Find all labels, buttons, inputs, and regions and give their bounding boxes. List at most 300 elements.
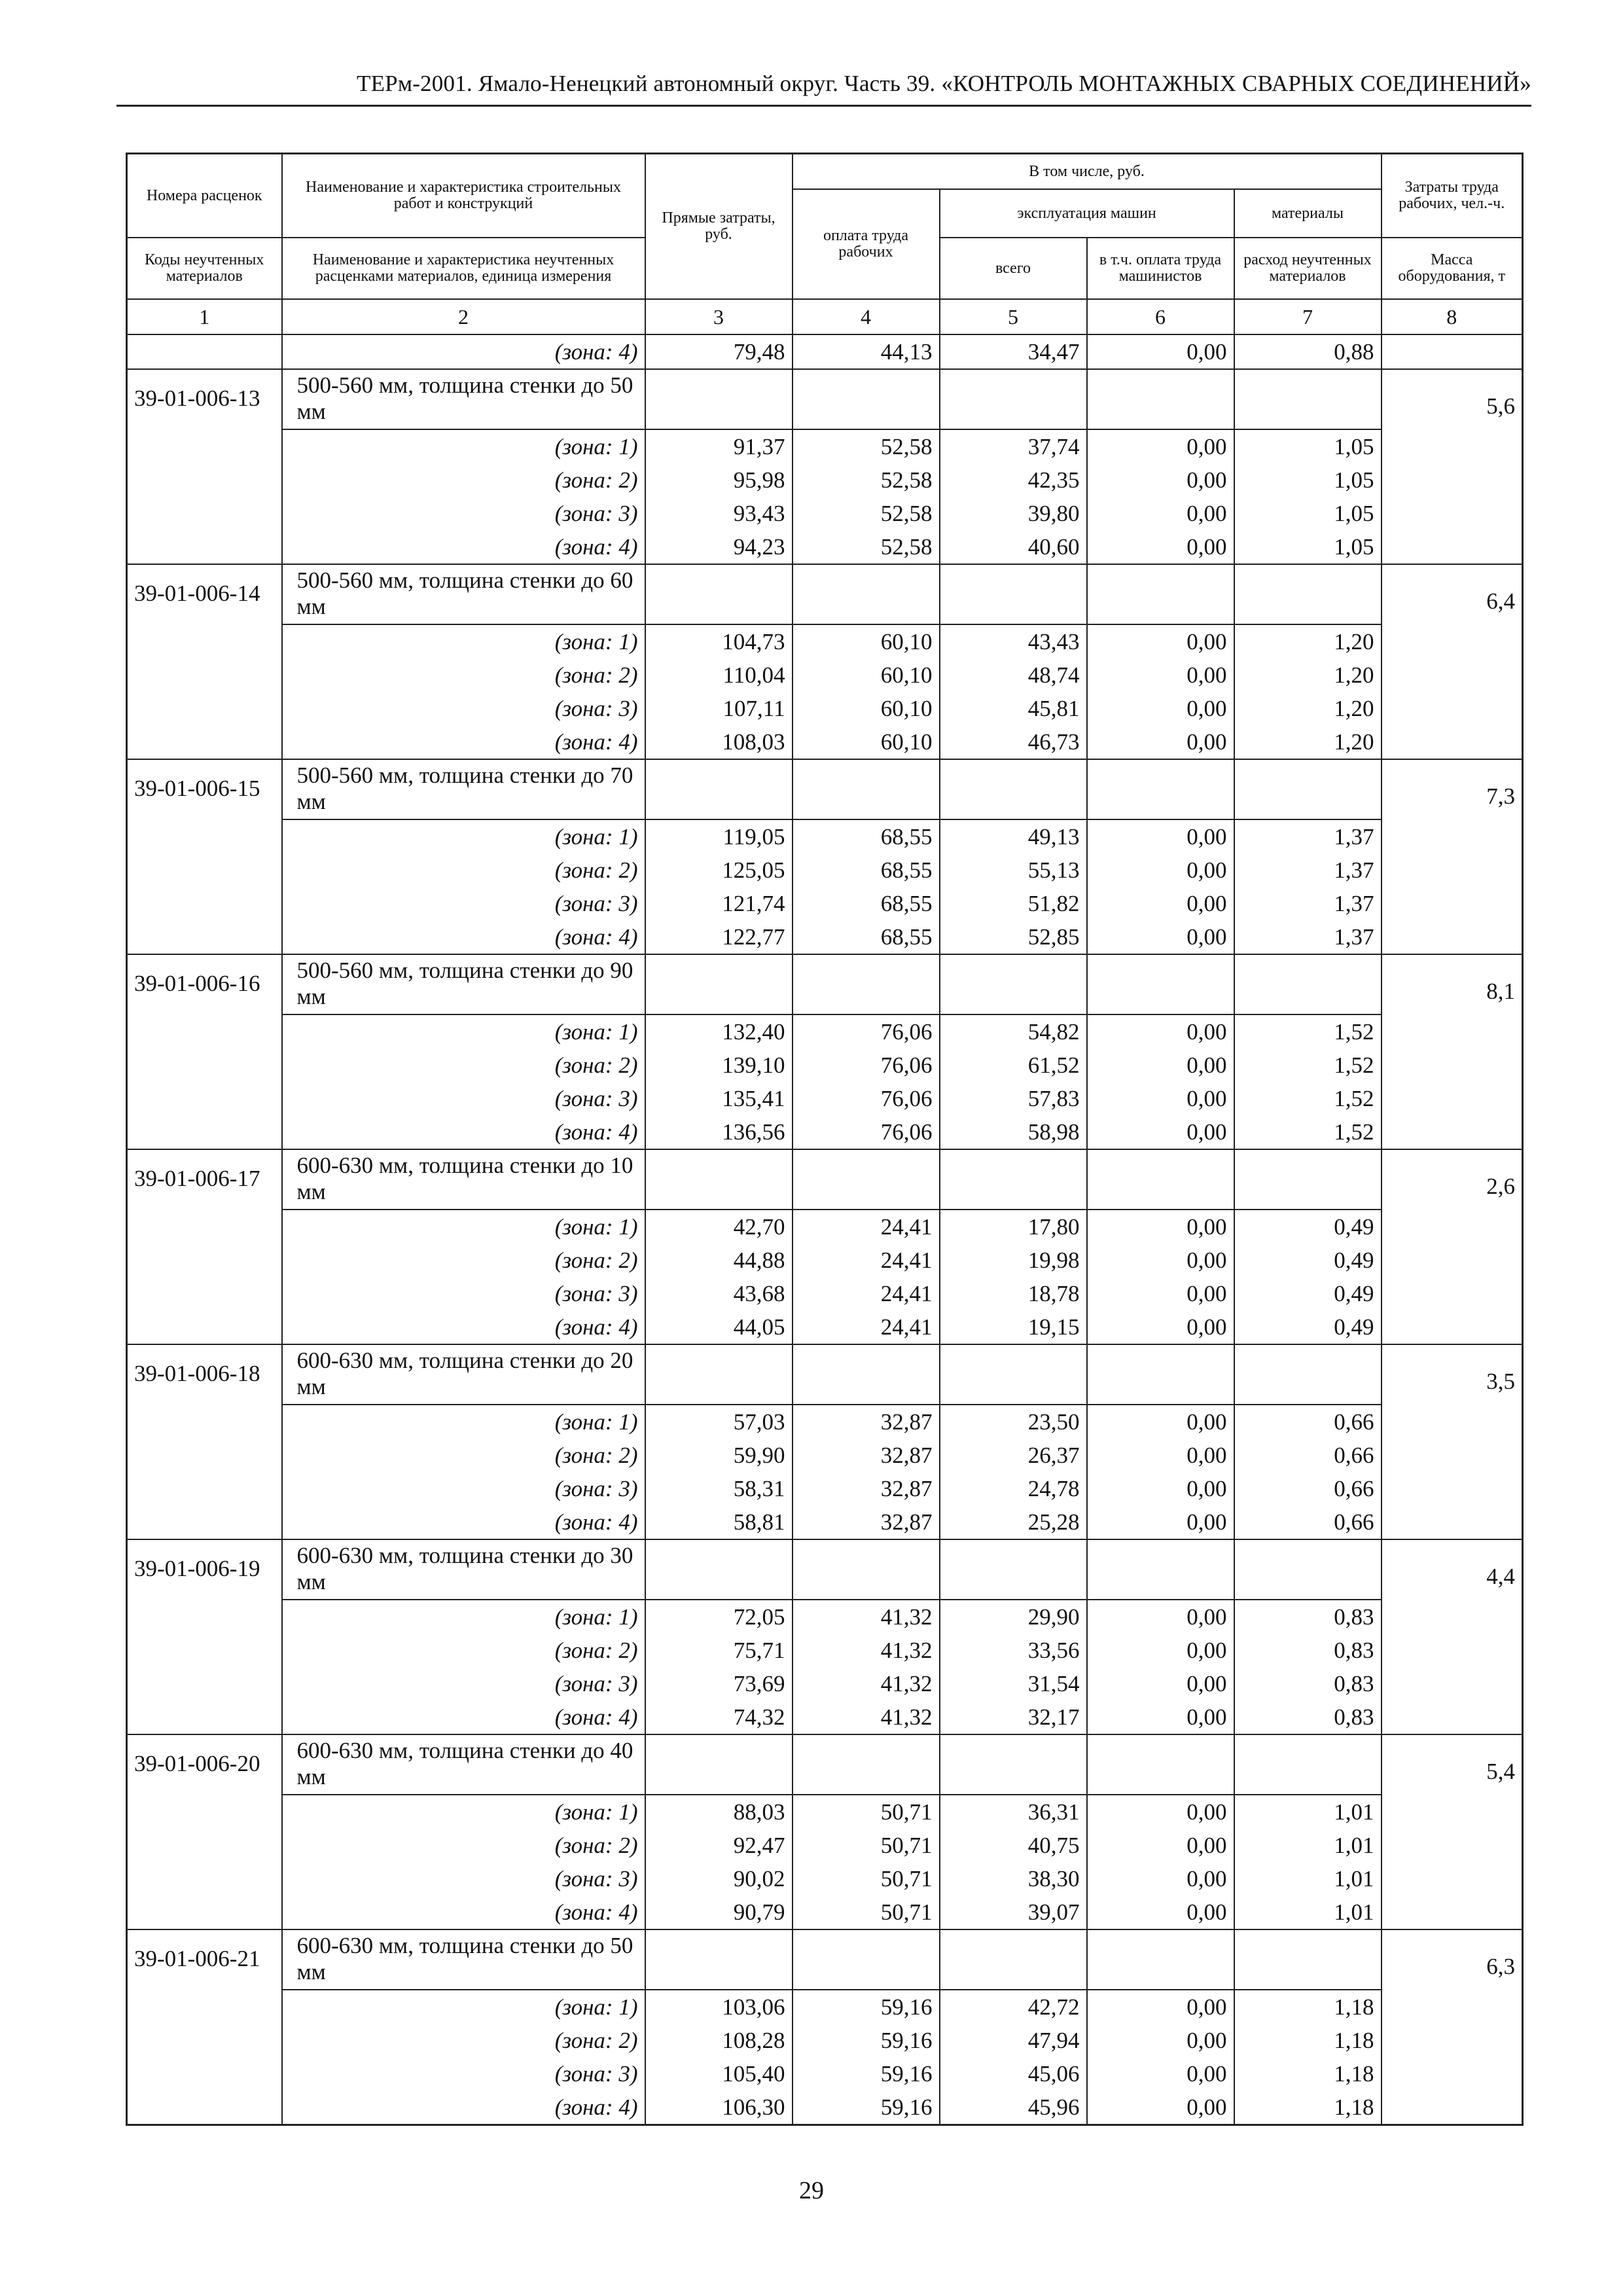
empty-cell — [793, 1149, 940, 1210]
empty-cell — [1234, 1149, 1382, 1210]
empty-cell — [940, 1149, 1087, 1210]
direct-costs-value: 79,48 — [645, 334, 793, 369]
labor-pay-value: 68,55 — [793, 887, 940, 920]
labor-cost-value: 6,3 — [1382, 1929, 1523, 2125]
zone-row — [127, 853, 1523, 887]
zone-label: (зона: 2) — [282, 658, 645, 692]
column-number: 1 — [127, 299, 282, 334]
empty-cell — [940, 954, 1087, 1014]
zone-row — [127, 624, 1523, 658]
empty-cell — [1087, 1929, 1234, 1990]
rate-title: 500-560 мм, толщина стенки до 70 мм — [282, 759, 645, 819]
zone-label: (зона: 2) — [282, 1634, 645, 1667]
machines-total-value: 45,96 — [940, 2090, 1087, 2125]
materials-value: 1,52 — [1234, 1049, 1382, 1082]
machines-total-value: 39,80 — [940, 497, 1087, 530]
machines-operators-value: 0,00 — [1087, 1829, 1234, 1862]
empty-cell — [793, 1344, 940, 1405]
zone-label: (зона: 1) — [282, 1405, 645, 1439]
materials-value: 1,37 — [1234, 887, 1382, 920]
header-machines: эксплуатация машин — [940, 189, 1234, 238]
empty-cell — [1234, 1344, 1382, 1405]
rate-title-row — [127, 564, 1523, 624]
labor-pay-value: 50,71 — [793, 1795, 940, 1829]
machines-total-value: 40,75 — [940, 1829, 1087, 1862]
materials-value: 1,37 — [1234, 853, 1382, 887]
column-number: 5 — [940, 299, 1087, 334]
rate-title-row — [127, 1734, 1523, 1795]
materials-value: 1,37 — [1234, 819, 1382, 853]
zone-row — [127, 1862, 1523, 1895]
direct-costs-value: 136,56 — [645, 1115, 793, 1149]
machines-total-value: 42,72 — [940, 1990, 1087, 2024]
direct-costs-value: 108,28 — [645, 2024, 793, 2057]
labor-pay-value: 68,55 — [793, 853, 940, 887]
direct-costs-value: 92,47 — [645, 1829, 793, 1862]
header-direct-costs: Прямые затраты, руб. — [645, 154, 793, 300]
empty-cell — [1087, 369, 1234, 429]
materials-value: 1,18 — [1234, 1990, 1382, 2024]
direct-costs-value: 58,81 — [645, 1505, 793, 1539]
zone-label: (зона: 4) — [282, 334, 645, 369]
direct-costs-value: 108,03 — [645, 725, 793, 759]
zone-label: (зона: 2) — [282, 1829, 645, 1862]
zone-row — [127, 1244, 1523, 1277]
machines-operators-value: 0,00 — [1087, 2090, 1234, 2125]
machines-operators-value: 0,00 — [1087, 1895, 1234, 1929]
machines-total-value: 42,35 — [940, 463, 1087, 497]
machines-operators-value: 0,00 — [1087, 1277, 1234, 1310]
zone-row — [127, 530, 1523, 564]
machines-operators-value: 0,00 — [1087, 1472, 1234, 1505]
machines-operators-value: 0,00 — [1087, 1210, 1234, 1244]
materials-value: 1,05 — [1234, 463, 1382, 497]
labor-pay-value: 24,41 — [793, 1277, 940, 1310]
machines-operators-value: 0,00 — [1087, 1600, 1234, 1634]
materials-value: 0,49 — [1234, 1210, 1382, 1244]
machines-operators-value: 0,00 — [1087, 887, 1234, 920]
labor-cost-value: 7,3 — [1382, 759, 1523, 954]
machines-operators-value: 0,00 — [1087, 1244, 1234, 1277]
rate-title-row — [127, 1344, 1523, 1405]
rate-title: 500-560 мм, толщина стенки до 90 мм — [282, 954, 645, 1014]
zone-label: (зона: 1) — [282, 1795, 645, 1829]
machines-operators-value: 0,00 — [1087, 429, 1234, 463]
labor-pay-value: 59,16 — [793, 2057, 940, 2090]
zone-row — [127, 1405, 1523, 1439]
materials-value: 0,66 — [1234, 1505, 1382, 1539]
empty-cell — [793, 1539, 940, 1600]
empty-cell — [1087, 1149, 1234, 1210]
zone-label: (зона: 4) — [282, 1115, 645, 1149]
zone-row — [127, 2024, 1523, 2057]
labor-cost-value: 5,4 — [1382, 1734, 1523, 1929]
zone-row — [127, 1082, 1523, 1115]
direct-costs-value: 122,77 — [645, 920, 793, 954]
column-number: 2 — [282, 299, 645, 334]
empty-cell — [645, 1929, 793, 1990]
materials-value: 1,18 — [1234, 2090, 1382, 2125]
materials-value: 1,20 — [1234, 692, 1382, 725]
column-number: 8 — [1382, 299, 1523, 334]
labor-pay-value: 52,58 — [793, 429, 940, 463]
labor-cost-value: 5,6 — [1382, 369, 1523, 564]
labor-pay-value: 50,71 — [793, 1895, 940, 1929]
materials-value: 0,83 — [1234, 1600, 1382, 1634]
rate-code: 39-01-006-14 — [127, 564, 282, 759]
column-number: 3 — [645, 299, 793, 334]
labor-pay-value: 24,41 — [793, 1244, 940, 1277]
empty-cell — [940, 369, 1087, 429]
rate-code-cell — [127, 334, 282, 369]
column-number: 6 — [1087, 299, 1234, 334]
machines-total-value: 47,94 — [940, 2024, 1087, 2057]
empty-cell — [793, 1929, 940, 1990]
machines-operators-value: 0,00 — [1087, 692, 1234, 725]
rate-code: 39-01-006-18 — [127, 1344, 282, 1539]
header-material-codes: Коды неучтенных материалов — [127, 238, 282, 299]
machines-operators-value: 0,00 — [1087, 2024, 1234, 2057]
labor-pay-value: 52,58 — [793, 497, 940, 530]
header-machines-total: всего — [940, 238, 1087, 299]
zone-row — [127, 1895, 1523, 1929]
machines-total-value: 32,17 — [940, 1700, 1087, 1734]
empty-cell — [793, 954, 940, 1014]
materials-value: 0,88 — [1234, 334, 1382, 369]
empty-cell — [645, 1344, 793, 1405]
zone-label: (зона: 4) — [282, 920, 645, 954]
rate-code: 39-01-006-19 — [127, 1539, 282, 1734]
zone-row — [127, 1049, 1523, 1082]
machines-total-value: 24,78 — [940, 1472, 1087, 1505]
machines-operators-value: 0,00 — [1087, 1405, 1234, 1439]
rate-title-row — [127, 954, 1523, 1014]
zone-label: (зона: 4) — [282, 1895, 645, 1929]
empty-cell — [1234, 1929, 1382, 1990]
machines-total-value: 43,43 — [940, 624, 1087, 658]
machines-total-value: 26,37 — [940, 1439, 1087, 1472]
direct-costs-value: 72,05 — [645, 1600, 793, 1634]
header-rate-numbers: Номера расценок — [127, 154, 282, 238]
zone-row — [127, 725, 1523, 759]
machines-total-value: 51,82 — [940, 887, 1087, 920]
labor-cost-value: 6,4 — [1382, 564, 1523, 759]
rate-title-row — [127, 369, 1523, 429]
rate-title: 600-630 мм, толщина стенки до 40 мм — [282, 1734, 645, 1795]
rate-title: 500-560 мм, толщина стенки до 60 мм — [282, 564, 645, 624]
labor-pay-value: 24,41 — [793, 1310, 940, 1344]
labor-pay-value: 32,87 — [793, 1472, 940, 1505]
direct-costs-value: 59,90 — [645, 1439, 793, 1472]
zone-label: (зона: 2) — [282, 1244, 645, 1277]
materials-value: 1,01 — [1234, 1829, 1382, 1862]
labor-pay-value: 32,87 — [793, 1405, 940, 1439]
materials-value: 0,66 — [1234, 1439, 1382, 1472]
empty-cell — [1087, 1539, 1234, 1600]
zone-row — [127, 1210, 1523, 1244]
zone-label: (зона: 2) — [282, 1049, 645, 1082]
machines-operators-value: 0,00 — [1087, 624, 1234, 658]
labor-cost-value: 2,6 — [1382, 1149, 1523, 1344]
labor-pay-value: 50,71 — [793, 1829, 940, 1862]
zone-row — [127, 463, 1523, 497]
materials-value: 1,18 — [1234, 2024, 1382, 2057]
machines-total-value: 40,60 — [940, 530, 1087, 564]
machines-operators-value: 0,00 — [1087, 1700, 1234, 1734]
labor-pay-value: 76,06 — [793, 1115, 940, 1149]
materials-value: 1,01 — [1234, 1862, 1382, 1895]
zone-row — [127, 1795, 1523, 1829]
materials-value: 0,49 — [1234, 1244, 1382, 1277]
rate-code: 39-01-006-16 — [127, 954, 282, 1149]
zone-row — [127, 1700, 1523, 1734]
direct-costs-value: 42,70 — [645, 1210, 793, 1244]
labor-cost-value: 3,5 — [1382, 1344, 1523, 1539]
empty-cell — [793, 369, 940, 429]
machines-total-value: 45,06 — [940, 2057, 1087, 2090]
machines-operators-value: 0,00 — [1087, 530, 1234, 564]
machines-total-value: 19,98 — [940, 1244, 1087, 1277]
zone-row — [127, 2057, 1523, 2090]
zone-label: (зона: 3) — [282, 1667, 645, 1700]
direct-costs-value: 88,03 — [645, 1795, 793, 1829]
machines-operators-value: 0,00 — [1087, 1862, 1234, 1895]
machines-operators-value: 0,00 — [1087, 334, 1234, 369]
empty-cell — [645, 759, 793, 819]
running-header: ТЕРм-2001. Ямало-Ненецкий автономный округ. Часть 39. «КОНТРОЛЬ МОНТАЖНЫХ СВАРНЫХ СОЕДИНЕНИЙ» — [357, 71, 1531, 96]
machines-total-value: 46,73 — [940, 725, 1087, 759]
machines-total-value: 36,31 — [940, 1795, 1087, 1829]
labor-pay-value: 59,16 — [793, 1990, 940, 2024]
machines-operators-value: 0,00 — [1087, 1667, 1234, 1700]
labor-pay-value: 50,71 — [793, 1862, 940, 1895]
zone-row — [127, 2090, 1523, 2125]
machines-operators-value: 0,00 — [1087, 2057, 1234, 2090]
materials-value: 1,52 — [1234, 1014, 1382, 1049]
zone-label: (зона: 3) — [282, 1277, 645, 1310]
empty-cell — [940, 1929, 1087, 1990]
empty-cell — [940, 1344, 1087, 1405]
empty-cell — [940, 759, 1087, 819]
materials-value: 0,66 — [1234, 1405, 1382, 1439]
table-body — [127, 334, 1523, 2125]
machines-total-value: 34,47 — [940, 334, 1087, 369]
zone-row — [127, 1472, 1523, 1505]
machines-operators-value: 0,00 — [1087, 1082, 1234, 1115]
zone-row — [127, 1277, 1523, 1310]
empty-cell — [1087, 954, 1234, 1014]
rate-title-row — [127, 1539, 1523, 1600]
machines-operators-value: 0,00 — [1087, 819, 1234, 853]
empty-cell — [940, 1539, 1087, 1600]
empty-cell — [1234, 369, 1382, 429]
empty-cell — [1234, 1539, 1382, 1600]
empty-cell — [793, 564, 940, 624]
rate-code: 39-01-006-20 — [127, 1734, 282, 1929]
zone-row — [127, 497, 1523, 530]
machines-total-value: 23,50 — [940, 1405, 1087, 1439]
machines-total-value: 31,54 — [940, 1667, 1087, 1700]
machines-operators-value: 0,00 — [1087, 1115, 1234, 1149]
header-column-numbers — [127, 299, 1523, 334]
direct-costs-value: 57,03 — [645, 1405, 793, 1439]
zone-row — [127, 1310, 1523, 1344]
table-header — [127, 154, 1523, 335]
machines-total-value: 25,28 — [940, 1505, 1087, 1539]
machines-total-value: 49,13 — [940, 819, 1087, 853]
machines-total-value: 39,07 — [940, 1895, 1087, 1929]
header-material-names: Наименование и характеристика неучтенных расценками материалов, единица измерения — [282, 238, 645, 299]
rate-code: 39-01-006-21 — [127, 1929, 282, 2125]
labor-pay-value: 32,87 — [793, 1439, 940, 1472]
direct-costs-value: 93,43 — [645, 497, 793, 530]
header-including: В том числе, руб. — [793, 154, 1382, 190]
zone-label: (зона: 4) — [282, 530, 645, 564]
empty-cell — [645, 369, 793, 429]
zone-label: (зона: 3) — [282, 692, 645, 725]
labor-pay-value: 76,06 — [793, 1082, 940, 1115]
machines-operators-value: 0,00 — [1087, 1439, 1234, 1472]
direct-costs-value: 43,68 — [645, 1277, 793, 1310]
direct-costs-value: 106,30 — [645, 2090, 793, 2125]
materials-value: 0,83 — [1234, 1634, 1382, 1667]
labor-pay-value: 68,55 — [793, 920, 940, 954]
empty-cell — [645, 1149, 793, 1210]
materials-value: 1,05 — [1234, 530, 1382, 564]
column-number: 4 — [793, 299, 940, 334]
direct-costs-value: 121,74 — [645, 887, 793, 920]
machines-operators-value: 0,00 — [1087, 658, 1234, 692]
header-materials: материалы — [1234, 189, 1382, 238]
empty-cell — [1234, 759, 1382, 819]
direct-costs-value: 103,06 — [645, 1990, 793, 2024]
machines-total-value: 58,98 — [940, 1115, 1087, 1149]
zone-label: (зона: 3) — [282, 887, 645, 920]
rate-title-row — [127, 759, 1523, 819]
empty-cell — [940, 1734, 1087, 1795]
machines-operators-value: 0,00 — [1087, 1049, 1234, 1082]
direct-costs-value: 58,31 — [645, 1472, 793, 1505]
rate-title: 600-630 мм, толщина стенки до 30 мм — [282, 1539, 645, 1600]
zone-label: (зона: 4) — [282, 1310, 645, 1344]
rate-title-row — [127, 1149, 1523, 1210]
zone-label: (зона: 2) — [282, 463, 645, 497]
direct-costs-value: 75,71 — [645, 1634, 793, 1667]
zone-label: (зона: 2) — [282, 853, 645, 887]
machines-total-value: 57,83 — [940, 1082, 1087, 1115]
machines-operators-value: 0,00 — [1087, 463, 1234, 497]
machines-total-value: 48,74 — [940, 658, 1087, 692]
labor-cost-cell — [1382, 334, 1523, 369]
labor-pay-value: 32,87 — [793, 1505, 940, 1539]
zone-row — [127, 887, 1523, 920]
direct-costs-value: 90,02 — [645, 1862, 793, 1895]
zone-label: (зона: 2) — [282, 2024, 645, 2057]
zone-row — [127, 429, 1523, 463]
zone-label: (зона: 1) — [282, 819, 645, 853]
materials-value: 1,05 — [1234, 497, 1382, 530]
rates-table — [126, 152, 1524, 2126]
header-rule — [116, 105, 1531, 107]
labor-pay-value: 76,06 — [793, 1014, 940, 1049]
machines-operators-value: 0,00 — [1087, 1634, 1234, 1667]
machines-operators-value: 0,00 — [1087, 1990, 1234, 2024]
zone-row — [127, 1829, 1523, 1862]
zone-row — [127, 1667, 1523, 1700]
machines-operators-value: 0,00 — [1087, 1795, 1234, 1829]
labor-pay-value: 41,32 — [793, 1634, 940, 1667]
machines-total-value: 45,81 — [940, 692, 1087, 725]
labor-pay-value: 59,16 — [793, 2024, 940, 2057]
zone-row — [127, 819, 1523, 853]
direct-costs-value: 94,23 — [645, 530, 793, 564]
labor-pay-value: 24,41 — [793, 1210, 940, 1244]
labor-cost-value: 8,1 — [1382, 954, 1523, 1149]
machines-total-value: 55,13 — [940, 853, 1087, 887]
rate-title-row — [127, 1929, 1523, 1990]
zone-label: (зона: 1) — [282, 1014, 645, 1049]
labor-pay-value: 41,32 — [793, 1600, 940, 1634]
machines-total-value: 38,30 — [940, 1862, 1087, 1895]
header-machines-operators: в т.ч. оплата труда машинистов — [1087, 238, 1234, 299]
direct-costs-value: 135,41 — [645, 1082, 793, 1115]
zone-label: (зона: 3) — [282, 1472, 645, 1505]
machines-total-value: 29,90 — [940, 1600, 1087, 1634]
materials-value: 1,37 — [1234, 920, 1382, 954]
continuation-row — [127, 334, 1523, 369]
machines-operators-value: 0,00 — [1087, 853, 1234, 887]
machines-operators-value: 0,00 — [1087, 1014, 1234, 1049]
materials-value: 0,66 — [1234, 1472, 1382, 1505]
materials-value: 1,01 — [1234, 1795, 1382, 1829]
zone-label: (зона: 1) — [282, 1210, 645, 1244]
empty-cell — [1087, 564, 1234, 624]
header-work-name: Наименование и характеристика строительных работ и конструкций — [282, 154, 645, 238]
empty-cell — [1087, 1344, 1234, 1405]
zone-label: (зона: 3) — [282, 1082, 645, 1115]
labor-pay-value: 68,55 — [793, 819, 940, 853]
header-equipment-mass: Масса оборудования, т — [1382, 238, 1523, 299]
rate-title: 600-630 мм, толщина стенки до 20 мм — [282, 1344, 645, 1405]
empty-cell — [1234, 564, 1382, 624]
materials-value: 0,49 — [1234, 1277, 1382, 1310]
labor-pay-value: 59,16 — [793, 2090, 940, 2125]
direct-costs-value: 104,73 — [645, 624, 793, 658]
labor-pay-value: 41,32 — [793, 1667, 940, 1700]
labor-pay-value: 60,10 — [793, 692, 940, 725]
materials-value: 1,20 — [1234, 725, 1382, 759]
zone-row — [127, 1990, 1523, 2024]
direct-costs-value: 95,98 — [645, 463, 793, 497]
machines-total-value: 17,80 — [940, 1210, 1087, 1244]
empty-cell — [793, 759, 940, 819]
direct-costs-value: 125,05 — [645, 853, 793, 887]
rate-title: 500-560 мм, толщина стенки до 50 мм — [282, 369, 645, 429]
zone-label: (зона: 1) — [282, 1990, 645, 2024]
labor-pay-value: 60,10 — [793, 658, 940, 692]
machines-total-value: 52,85 — [940, 920, 1087, 954]
zone-row — [127, 1505, 1523, 1539]
materials-value: 1,20 — [1234, 624, 1382, 658]
materials-value: 1,18 — [1234, 2057, 1382, 2090]
empty-cell — [645, 564, 793, 624]
zone-row — [127, 1115, 1523, 1149]
direct-costs-value: 73,69 — [645, 1667, 793, 1700]
empty-cell — [1087, 759, 1234, 819]
machines-total-value: 18,78 — [940, 1277, 1087, 1310]
direct-costs-value: 119,05 — [645, 819, 793, 853]
materials-value: 1,01 — [1234, 1895, 1382, 1929]
